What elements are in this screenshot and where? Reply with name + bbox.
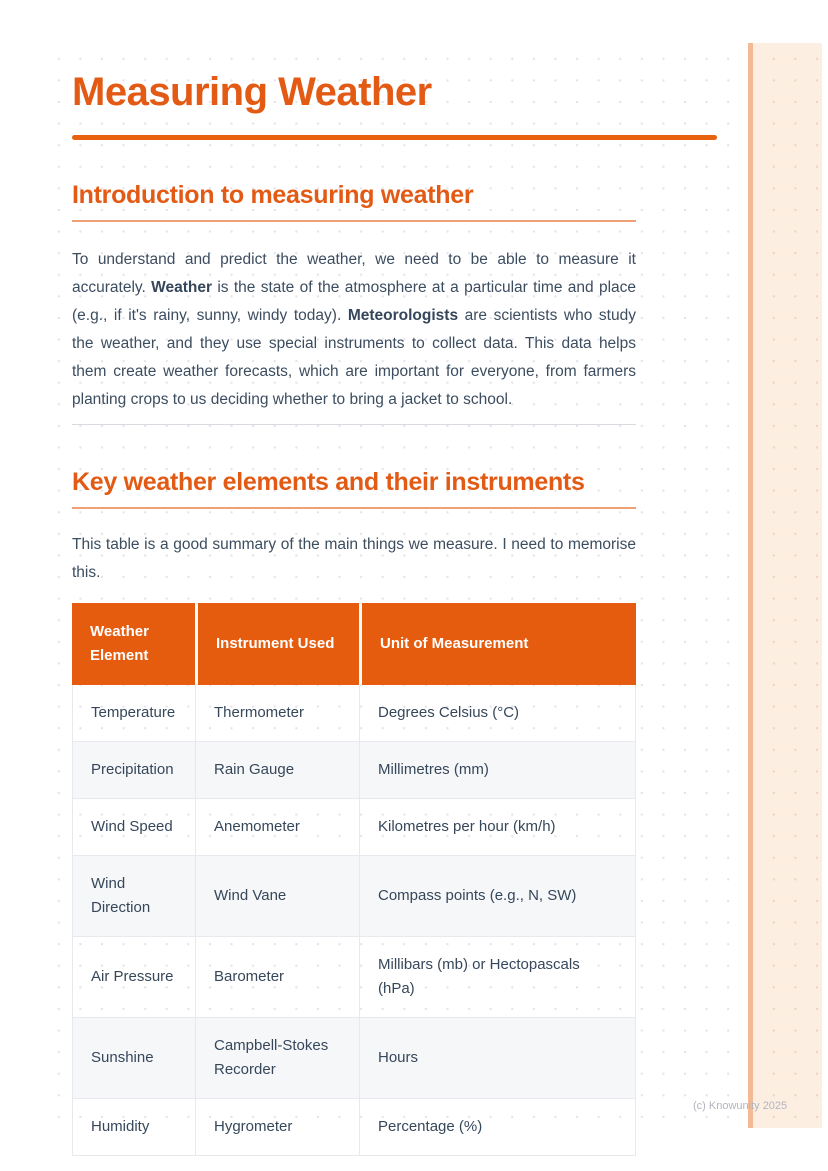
cell-instrument: Wind Vane	[195, 856, 359, 937]
column-header-instrument-used: Instrument Used	[195, 603, 359, 685]
cell-unit: Millimetres (mm)	[359, 742, 636, 799]
cell-instrument: Campbell-Stokes Recorder	[195, 1018, 359, 1099]
key-elements-heading-underline	[72, 507, 636, 509]
key-elements-paragraph: This table is a good summary of the main things we measure. I need to memorise this.	[72, 536, 636, 581]
cell-unit: Degrees Celsius (°C)	[359, 685, 636, 742]
document-content	[72, 43, 636, 1156]
cell-instrument: Anemometer	[195, 799, 359, 856]
cell-unit: Compass points (e.g., N, SW)	[359, 856, 636, 937]
table-row	[72, 937, 636, 1018]
page-title: Measuring Weather	[72, 70, 432, 114]
intro-bold-weather: Weather	[151, 279, 212, 296]
cell-element: Air Pressure	[72, 937, 195, 1018]
cell-instrument: Barometer	[195, 937, 359, 1018]
table-row	[72, 1018, 636, 1099]
page-edge-stripe	[748, 43, 822, 1128]
section-divider	[72, 424, 636, 425]
cell-unit: Hours	[359, 1018, 636, 1099]
copyright-watermark: (c) Knowunity 2025	[693, 1100, 788, 1112]
title-divider	[72, 135, 717, 140]
cell-instrument: Thermometer	[195, 685, 359, 742]
table-row	[72, 1099, 636, 1156]
intro-text-part1: To understand and predict the weather, we need to be able to measure it accurately.	[72, 251, 636, 296]
intro-text-part2: is the state of the atmosphere at a particular time and place (e.g., if it's rainy, sunny, windy today).	[72, 279, 636, 324]
cell-element: Wind Direction	[72, 856, 195, 937]
cell-element: Humidity	[72, 1099, 195, 1156]
cell-element: Sunshine	[72, 1018, 195, 1099]
cell-unit: Kilometres per hour (km/h)	[359, 799, 636, 856]
table-row	[72, 742, 636, 799]
cell-instrument: Rain Gauge	[195, 742, 359, 799]
column-header-weather-element: Weather Element	[72, 603, 195, 685]
weather-elements-table	[72, 603, 636, 1156]
cell-instrument: Hygrometer	[195, 1099, 359, 1156]
cell-element: Precipitation	[72, 742, 195, 799]
intro-paragraph	[72, 246, 636, 414]
column-header-unit-of-measurement: Unit of Measurement	[359, 603, 636, 685]
cell-element: Wind Speed	[72, 799, 195, 856]
table-row	[72, 856, 636, 937]
cell-element: Temperature	[72, 685, 195, 742]
section-heading-key-elements: Key weather elements and their instruments	[72, 468, 585, 496]
section-heading-introduction: Introduction to measuring weather	[72, 181, 474, 209]
table-header-row	[72, 603, 636, 685]
notebook-page	[43, 43, 822, 1135]
table-row	[72, 799, 636, 856]
table-row	[72, 685, 636, 742]
intro-text-part3: are scientists who study the weather, and they use special instruments to collect data. This data helps them create weather forecasts, which are important for everyone, from farmers planting crops to us deciding whether to bring a jacket to school.	[72, 307, 636, 408]
intro-heading-underline	[72, 220, 636, 222]
cell-unit: Percentage (%)	[359, 1099, 636, 1156]
intro-bold-meteorologists: Meteorologists	[347, 307, 459, 324]
cell-unit: Millibars (mb) or Hectopascals (hPa)	[359, 937, 636, 1018]
